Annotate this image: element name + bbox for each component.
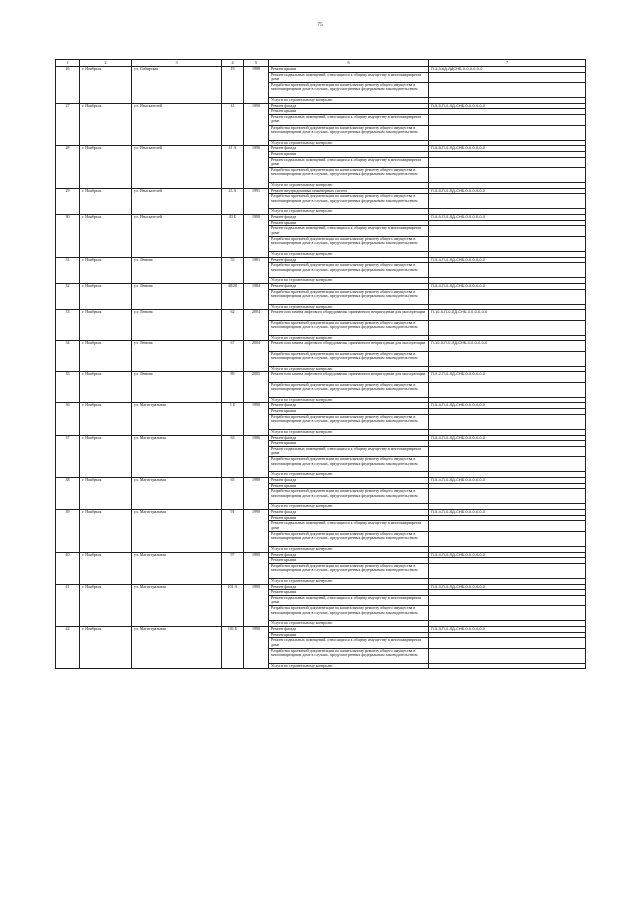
empty-code-cell [429,351,586,366]
empty-code-cell [429,263,586,278]
record-number: 37 [56,435,80,477]
house-number-cell: 43 Б [222,215,244,257]
repair-work-item: Услуги по строительному контролю [269,621,429,627]
year-built-cell: 1990 [244,103,269,145]
repair-work-item: Услуги по строительному контролю [269,251,429,257]
year-built-cell: 1990 [244,403,269,435]
repair-work-item: Ремонт или замена лифтового оборудования, признанного непригодным для эксплуатации [269,341,429,351]
record-number: 32 [56,283,80,309]
repair-work-item: Услуги по строительному контролю [269,546,429,552]
repair-work-item: Ремонт фасада [269,146,429,152]
repair-work-item: Ремонт фасада [269,584,429,590]
work-code-cell: П-5-5-П-0-ЛД-СНБ-0-0-0-0-0-0 [429,188,586,194]
work-code-cell: П-5-4-П-0-ЛД-СНБ-0-0-0-0-0-0 [429,257,586,263]
record-number: 33 [56,310,80,341]
street-cell: ул. Изыскателей [132,215,222,257]
repair-work-item: Ремонт фасада [269,103,429,109]
repair-work-item: Ремонт фасада [269,627,429,633]
repair-work-item: Ремонт фасада [269,257,429,263]
year-built-cell: 1990 [244,552,269,584]
empty-code-cell [429,489,586,504]
city-cell: г. Ноябрьск [80,510,132,552]
house-number-cell: 89 [222,372,244,403]
house-number-cell: 101 Б [222,627,244,669]
empty-code-cell [429,638,586,648]
column-header: 2 [80,60,132,67]
repair-work-item: Ремонт внутридомовых инженерных систем [269,188,429,194]
empty-code-cell [429,226,586,236]
repair-work-item: Разработка проектной документации по капитальному ремонту общего имущества в многоквартирном доме в случаях, предусмотренных федеральным законодательством [269,125,429,140]
empty-code-cell [429,320,586,335]
repair-work-item: Ремонт крыши [269,441,429,447]
work-code-cell: П-5-3-П-0-ЛД-СНБ-0-0-0-0-0-0 [429,627,586,633]
table-row [56,341,586,351]
record-number: 27 [56,103,80,145]
work-code-cell: П-5-4-П-0-ЛД-СНБ-0-0-0-0-0-0 [429,283,586,289]
record-number: 42 [56,627,80,669]
city-cell: г. Ноябрьск [80,627,132,669]
year-built-cell: 1990 [244,215,269,257]
repair-work-item: Ремонт подвальных помещений, относящихся к общему имуществу в многоквартирном доме [269,595,429,605]
empty-code-cell [429,167,586,182]
column-header: 4 [222,60,244,67]
repair-work-item: Разработка проектной документации по капитальному ремонту общего имущества в многоквартирном доме в случаях, предусмотренных федеральным законодательством [269,263,429,278]
record-number: 40 [56,552,80,584]
repair-work-item: Разработка проектной документации по капитальному ремонту общего имущества в многоквартирном доме в случаях, предусмотренных федеральным законодательством [269,648,429,663]
year-built-cell: 2004 [244,310,269,341]
house-number-cell: 41 А [222,146,244,188]
record-number: 30 [56,215,80,257]
repair-work-item: Разработка проектной документации по капитальному ремонту общего имущества в многоквартирном доме в случаях, предусмотренных федеральным законодательством [269,320,429,335]
record-number: 38 [56,478,80,510]
street-cell: ул. Магистральная [132,403,222,435]
table-row [56,310,586,320]
repair-work-item: Услуги по строительному контролю [269,335,429,341]
repair-work-item: Ремонт подвальных помещений, относящихся к общему имуществу в многоквартирном доме [269,521,429,531]
street-cell: ул. Магистральная [132,510,222,552]
repair-work-item: Ремонт фасада [269,552,429,558]
house-number-cell: 101 А [222,584,244,626]
repair-work-item: Ремонт подвальных помещений, относящихся к общему имуществу в многоквартирном доме [269,638,429,648]
record-number: 29 [56,188,80,214]
city-cell: г. Ноябрьск [80,372,132,403]
empty-code-cell [429,414,586,429]
year-built-cell: 1986 [244,435,269,477]
house-number-cell: 62 [222,310,244,341]
work-code-cell: П-5-5-П-0-ЛД-СНБ-0-0-0-0-0-0 [429,146,586,152]
repair-work-item: Услуги по строительному контролю [269,504,429,510]
city-cell: г. Ноябрьск [80,341,132,372]
column-header: 6 [269,60,429,67]
city-cell: г. Ноябрьск [80,584,132,626]
street-cell: ул. Изыскателей [132,103,222,145]
repair-work-item: Ремонт фасада [269,510,429,516]
repair-work-item: Ремонт крыши [269,220,429,226]
house-number-cell: 91 [222,510,244,552]
year-built-cell: 2005 [244,372,269,403]
repair-work-item: Услуги по строительному контролю [269,663,429,669]
city-cell: г. Ноябрьск [80,103,132,145]
year-built-cell: 1988 [244,67,269,104]
empty-code-cell [429,289,586,304]
repair-work-item: Разработка проектной документации по капитальному ремонту общего имущества в многоквартирном доме в случаях, предусмотренных федеральным законодательством [269,289,429,304]
repair-work-item: Разработка проектной документации по капитальному ремонту общего имущества в многоквартирном доме в случаях, предусмотренных федеральным законодательством [269,414,429,429]
year-built-cell: 2004 [244,341,269,372]
city-cell: г. Ноябрьск [80,478,132,510]
work-code-cell: П-5-3-П-0-ЛД-СНБ-0-0-0-0-0-0 [429,584,586,590]
house-number-cell: 48/20 [222,283,244,309]
street-cell: ул. Изыскателей [132,188,222,214]
year-built-cell: 1990 [244,584,269,626]
work-code-cell: П-3-3-КД-ЛДСНБ-0-0-0-0-0-0 [429,67,586,73]
register-body [56,67,586,669]
repair-work-item: Услуги по строительному контролю [269,278,429,284]
year-built-cell: 1991 [244,188,269,214]
empty-code-cell [429,521,586,531]
house-number-cell: 65 [222,478,244,510]
work-code-cell: П-5-5-П-0-ЛД-СНБ-0-0-0-0-0-0 [429,215,586,221]
street-cell: ул. Магистральная [132,435,222,477]
repair-work-item: Разработка проектной документации по капитальному ремонту общего имущества в многоквартирном доме в случаях, предусмотренных федеральным законодательством [269,489,429,504]
empty-code-cell [429,563,586,578]
empty-code-cell [429,531,586,546]
year-built-cell: 1990 [244,146,269,188]
repair-work-item: Ремонт подвальных помещений, относящихся к общему имуществу в многоквартирном доме [269,226,429,236]
empty-code-cell [429,382,586,397]
city-cell: г. Ноябрьск [80,403,132,435]
column-header: 1 [56,60,80,67]
repair-work-item: Ремонт или замена лифтового оборудования, признанного непригодным для эксплуатации [269,310,429,320]
empty-code-cell [429,663,586,669]
house-number-cell: 41 [222,103,244,145]
repair-work-item: Ремонт крыши [269,109,429,115]
repair-work-item: Ремонт фасада [269,403,429,409]
table-row [56,372,586,382]
street-cell: ул. Ленина [132,341,222,372]
repair-work-item: Услуги по строительному контролю [269,472,429,478]
street-cell: ул. Магистральная [132,627,222,669]
work-code-cell: П-5-4-П-0-ЛД-СНБ-0-0-0-0-0-0 [429,552,586,558]
city-cell: г. Ноябрьск [80,435,132,477]
repair-work-item: Ремонт подвальных помещений, относящихся к общему имуществу в многоквартирном доме [269,446,429,456]
repair-work-item: Ремонт крыши [269,558,429,564]
city-cell: г. Ноябрьск [80,146,132,188]
work-code-cell: П-5-4-П-0-ЛД-СНБ-0-0-0-0-0-0 [429,403,586,409]
street-cell: ул. Ленина [132,372,222,403]
repair-work-item: Ремонт крыши [269,590,429,596]
house-number-cell: 43 А [222,188,244,214]
repair-work-item: Разработка проектной документации по капитальному ремонту общего имущества в многоквартирном доме в случаях, предусмотренных федеральным законодательством [269,194,429,209]
repair-work-item: Ремонт крыши [269,67,429,73]
year-built-cell: 1984 [244,283,269,309]
work-code-cell: П-5-4-П-0-ЛД-СНБ-0-0-0-0-0-0 [429,435,586,441]
house-number-cell: 67 [222,341,244,372]
year-built-cell: 1990 [244,510,269,552]
house-number-cell: 97 [222,552,244,584]
repair-work-item: Разработка проектной документации по капитальному ремонту общего имущества в многоквартирном доме в случаях, предусмотренных федеральным законодательством [269,457,429,472]
empty-code-cell [429,457,586,472]
city-cell: г. Ноябрьск [80,283,132,309]
repair-work-item: Ремонт подвальных помещений, относящихся к общему имуществу в многоквартирном доме [269,157,429,167]
house-number-cell: 63 [222,435,244,477]
repair-work-item: Разработка проектной документации по капитальному ремонту общего имущества в многоквартирном доме в случаях, предусмотренных федеральным законодательством [269,382,429,397]
header-row [56,60,586,67]
empty-code-cell [429,446,586,456]
work-code-cell: П-9-2-П-0-ЛД-СНБ-0-0-0-0-0-0 [429,372,586,382]
city-cell: г. Ноябрьск [80,188,132,214]
year-built-cell: 1981 [244,257,269,283]
street-cell: ул. Ленина [132,257,222,283]
work-code-cell: П-10-5-П-0-ЛД-СНБ-0-0-0-0-0-0 [429,310,586,320]
house-number-cell: 19 [222,67,244,104]
record-number: 34 [56,341,80,372]
record-number: 41 [56,584,80,626]
empty-code-cell [429,125,586,140]
repair-work-item: Разработка проектной документации по капитальному ремонту общего имущества в многоквартирном доме в случаях, предусмотренных федеральным законодательством [269,236,429,251]
repair-work-item: Разработка проектной документации по капитальному ремонту общего имущества в многоквартирном доме в случаях, предусмотренных федеральным законодательством [269,531,429,546]
city-cell: г. Ноябрьск [80,310,132,341]
repair-work-item: Разработка проектной документации по капитальному ремонту общего имущества в многоквартирном доме в случаях, предусмотренных федеральным законодательством [269,83,429,98]
repair-work-item: Услуги по строительному контролю [269,578,429,584]
record-number: 31 [56,257,80,283]
record-number: 39 [56,510,80,552]
repair-work-item: Разработка проектной документации по капитальному ремонту общего имущества в многоквартирном доме в случаях, предусмотренных федеральным законодательством [269,606,429,621]
column-header: 3 [132,60,222,67]
empty-code-cell [429,157,586,167]
repair-work-item: Услуги по строительному контролю [269,98,429,104]
city-cell: г. Ноябрьск [80,67,132,104]
repair-work-item: Ремонт подвальных помещений, относящихся к общему имуществу в многоквартирном доме [269,115,429,125]
empty-code-cell [429,72,586,82]
city-cell: г. Ноябрьск [80,257,132,283]
repair-work-item: Услуги по строительному контролю [269,429,429,435]
capital-repair-register-table [55,59,586,669]
record-number: 36 [56,403,80,435]
work-code-cell: П-5-5-П-0-ЛД-СНБ-0-0-0-0-0-0 [429,103,586,109]
record-number: 26 [56,67,80,104]
street-cell: ул. Магистральная [132,478,222,510]
repair-work-item: Услуги по строительному контролю [269,140,429,146]
repair-work-item: Услуги по строительному контролю [269,366,429,372]
year-built-cell: 1988 [244,478,269,510]
house-number-cell: 55 [222,257,244,283]
repair-work-item: Разработка проектной документации по капитальному ремонту общего имущества в многоквартирном доме в случаях, предусмотренных федеральным законодательством [269,351,429,366]
column-header: 7 [429,60,586,67]
street-cell: ул. Ленина [132,283,222,309]
work-code-cell: П-10-5-П-0-ЛД-СНБ-0-0-0-0-0-0 [429,341,586,351]
street-cell: ул. Ленина [132,310,222,341]
repair-work-item: Ремонт фасада [269,478,429,484]
city-cell: г. Ноябрьск [80,215,132,257]
record-number: 35 [56,372,80,403]
column-header: 5 [244,60,269,67]
record-number: 28 [56,146,80,188]
repair-work-item: Ремонт крыши [269,409,429,415]
page-number: 75 [317,22,323,28]
empty-code-cell [429,648,586,663]
street-cell: ул. Сибирская [132,67,222,104]
repair-work-item: Ремонт крыши [269,483,429,489]
repair-work-item: Услуги по строительному контролю [269,304,429,310]
work-code-cell: П-5-4-П-0-ЛД-СНБ-0-0-0-0-0-0 [429,510,586,516]
street-cell: ул. Магистральная [132,584,222,626]
repair-work-item: Услуги по строительному контролю [269,182,429,188]
repair-work-item: Ремонт или замена лифтового оборудования, признанного непригодным для эксплуатации [269,372,429,382]
repair-work-item: Ремонт фасада [269,435,429,441]
city-cell: г. Ноябрьск [80,552,132,584]
year-built-cell: 1990 [244,627,269,669]
repair-work-item: Ремонт фасада [269,215,429,221]
work-code-cell: П-5-4-П-0-ЛД-СНБ-0-0-0-0-0-0 [429,478,586,484]
empty-code-cell [429,115,586,125]
empty-code-cell [429,595,586,605]
repair-work-item: Ремонт крыши [269,515,429,521]
repair-work-item: Ремонт фасада [269,283,429,289]
empty-code-cell [429,606,586,621]
repair-work-item: Разработка проектной документации по капитальному ремонту общего имущества в многоквартирном доме в случаях, предусмотренных федеральным законодательством [269,167,429,182]
empty-code-cell [429,83,586,98]
empty-code-cell [429,194,586,209]
street-cell: ул. Изыскателей [132,146,222,188]
repair-work-item: Ремонт подвальных помещений, относящихся к общему имуществу в многоквартирном доме [269,72,429,82]
repair-work-item: Услуги по строительному контролю [269,397,429,403]
street-cell: ул. Магистральная [132,552,222,584]
house-number-cell: 1 Б [222,403,244,435]
repair-work-item: Ремонт крыши [269,151,429,157]
repair-work-item: Услуги по строительному контролю [269,209,429,215]
repair-work-item: Ремонт крыши [269,632,429,638]
repair-work-item: Разработка проектной документации по капитальному ремонту общего имущества в многоквартирном доме в случаях, предусмотренных федеральным законодательством [269,563,429,578]
empty-code-cell [429,236,586,251]
